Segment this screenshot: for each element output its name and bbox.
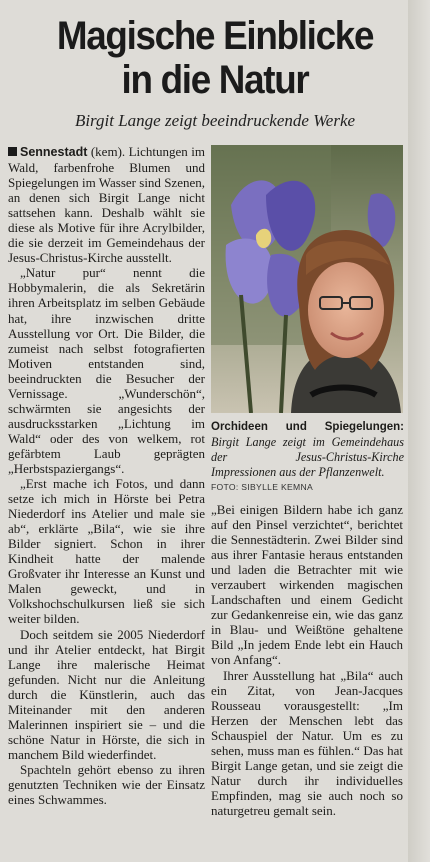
paragraph: Spachteln gehört ebenso zu ihren genutzten Techniken wie der Einsatz eines Schwammes.	[8, 761, 205, 808]
article-column-left	[8, 144, 205, 807]
paragraph: „Erst mache ich Fotos, und dann setze ich mich in Hörste bei Petra Niederdorf ins Atelier und male sie ab“, erklärte „Bila“, wie sie ihre Bilder signiert. Schon in ihrer Kindheit hatte der malende Großvater ihr Interesse an Kunst und Malen geweckt, und in Volkshochschulkursen ließ sie sich weiter bilden.	[8, 476, 205, 627]
paragraph: „Natur pur“ nennt die Hobbymalerin, die als Sekretärin ihren Arbeitsplatz im selben Gebäude hat, ihre inzwischen dritte Ausstellung vor Ort. Die Bilder, die zumeist nach selbst fotografierten Motiven entstanden sind, beeindruckten die Besucher der Vernissage. „Wunderschön“, schwärmten sie angesichts der ausdrucksstarken „Lichtung im Wald“ oder des von welkem, rot gefärbtem Laub geprägten „Herbstspaziergangs“.	[8, 265, 205, 476]
paragraph: „Bei einigen Bildern habe ich ganz auf den Pinsel verzichtet“, berichtet die Sennestädterin. Zwei Bilder sind aus ihrer Fantasie heraus entstanden und laden die Betrachter mit wie verzaubert wirkenden magischen Landschaften und einem Gedicht zur Gedankenreise ein, wie das ganz in Blau- und Weißtöne gehaltene Bild „In jedem Ende lebt ein Hauch von Anfang“.	[211, 502, 403, 668]
adjacent-page-edge	[408, 0, 430, 862]
photo-illustration	[211, 145, 403, 413]
headline-line-1: Magische Einblicke	[56, 14, 374, 58]
subheadline: Birgit Lange zeigt beeindruckende Werke	[74, 111, 356, 130]
paragraph: Ihrer Ausstellung hat „Bila“ auch ein Zitat, von Jean-Jacques Rousseau vorausgestellt: „Im Herzen der Menschen lebt das Schauspiel der Natur. Um es zu sehen, muss man es fühlen.“ Das hat Birgit Lange getan, und sie zeigt die Natur durch ihr individuelles Empfinden, mag sie auch noch so naturgetreu gemalt sein.	[211, 667, 403, 818]
paragraph: Doch seitdem sie 2005 Niederdorf und ihr Atelier entdeckt, hat Birgit Lange ihre malerische Heimat gefunden. Nicht nur die Anleitung durch die Künstlerin, auch das Miteinander mit den anderen Malerinnen inspiriert sie – und die schöne Natur in Hörste, die sich in manchem Bild wiederfindet.	[8, 626, 205, 762]
article-column-right	[211, 502, 403, 818]
caption-text: Birgit Lange zeigt im Gemeindehaus der Jesus-Christus-Kirche Impressionen aus der Pflanzenwelt.	[211, 435, 404, 479]
paragraph-text: (kem). Lichtungen im Wald, farbenfrohe Blumen und Spiegelungen im Wasser sind Szenen, an denen sich Birgit Lange nicht sattsehen kann. Deshalb wählt sie diese als Motive für ihre Acrylbilder, die sie derzeit im Gemeindehaus der Jesus-Christus-Kirche ausstellt.	[8, 144, 205, 266]
headline	[17, 14, 413, 102]
lead-square-icon	[8, 147, 17, 156]
photo-caption	[211, 419, 404, 480]
article-photo	[211, 145, 403, 413]
dateline-place: Sennestadt	[20, 145, 88, 159]
lead-paragraph	[8, 144, 205, 265]
headline-line-2: in die Natur	[121, 58, 309, 102]
photo-credit: FOTO: SIBYLLE KEMNA	[211, 482, 314, 492]
caption-title: Orchideen und Spiegelungen:	[211, 421, 404, 433]
